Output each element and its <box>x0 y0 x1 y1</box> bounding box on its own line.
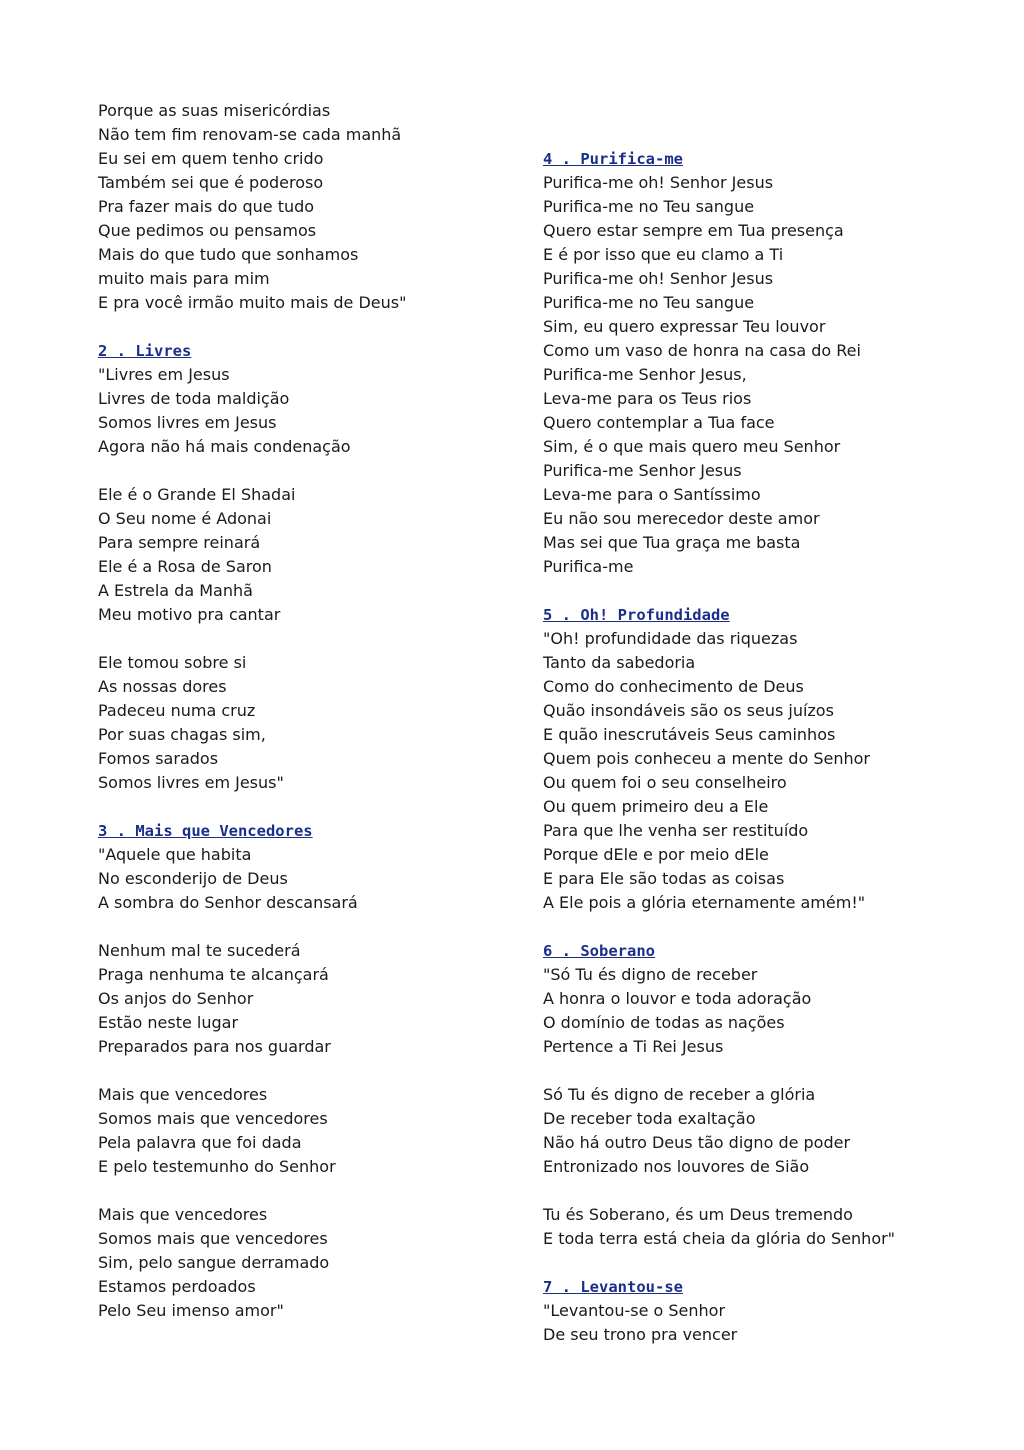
lyric-line: E é por isso que eu clamo a Ti <box>543 245 784 264</box>
lyric-line: Entronizado nos louvores de Sião <box>543 1157 810 1176</box>
lyric-line: A sombra do Senhor descansará <box>98 893 358 912</box>
lyric-line: Ou quem foi o seu conselheiro <box>543 773 787 792</box>
lyric-line: De seu trono pra vencer <box>543 1325 738 1344</box>
lyric-line: Também sei que é poderoso <box>98 173 324 192</box>
lyric-line: Mais que vencedores <box>98 1085 268 1104</box>
blank-line <box>543 123 983 147</box>
lyric-line: O domínio de todas as nações <box>543 1013 785 1032</box>
lyric-line: Quem pois conheceu a mente do Senhor <box>543 749 870 768</box>
lyric-line: Para que lhe venha ser restituído <box>543 821 809 840</box>
lyric-line: Quero contemplar a Tua face <box>543 413 775 432</box>
lyric-line: Pra fazer mais do que tudo <box>98 197 315 216</box>
lyric-line: Meu motivo pra cantar <box>98 605 281 624</box>
lyric-line: Pelo Seu imenso amor" <box>98 1301 284 1320</box>
lyric-line: Somos mais que vencedores <box>98 1109 328 1128</box>
lyric-line: Estamos perdoados <box>98 1277 256 1296</box>
lyric-line: Eu sei em quem tenho crido <box>98 149 324 168</box>
blank-line <box>543 99 983 123</box>
song-title-7-levantou-se[interactable]: 7 . Levantou-se <box>543 1278 683 1296</box>
lyric-line: Ele é o Grande El Shadai <box>98 485 296 504</box>
lyric-line: Somos mais que vencedores <box>98 1229 328 1248</box>
right-column <box>543 99 983 1347</box>
lyric-line: Livres de toda maldição <box>98 389 290 408</box>
lyric-line: Nenhum mal te sucederá <box>98 941 301 960</box>
document-page <box>0 99 1024 1399</box>
lyric-line: Somos livres em Jesus" <box>98 773 284 792</box>
lyric-line: Eu não sou merecedor deste amor <box>543 509 820 528</box>
lyric-line: E pelo testemunho do Senhor <box>98 1157 336 1176</box>
lyric-line: "Só Tu és digno de receber <box>543 965 758 984</box>
blank-line <box>98 1179 518 1203</box>
lyric-line: Como do conhecimento de Deus <box>543 677 804 696</box>
lyric-line: Por suas chagas sim, <box>98 725 266 744</box>
song-title-4-purifica-me[interactable]: 4 . Purifica-me <box>543 150 683 168</box>
lyric-line: Mais que vencedores <box>98 1205 268 1224</box>
left-column <box>98 99 518 1323</box>
song-title-6-soberano[interactable]: 6 . Soberano <box>543 942 655 960</box>
lyric-line: Que pedimos ou pensamos <box>98 221 317 240</box>
lyric-line: Tu és Soberano, és um Deus tremendo <box>543 1205 853 1224</box>
lyric-line: Fomos sarados <box>98 749 219 768</box>
lyric-line: Só Tu és digno de receber a glória <box>543 1085 816 1104</box>
lyric-line: Tanto da sabedoria <box>543 653 696 672</box>
lyric-line: Não tem fim renovam-se cada manhã <box>98 125 402 144</box>
lyric-line: Ele é a Rosa de Saron <box>98 557 272 576</box>
lyric-line: Purifica-me no Teu sangue <box>543 197 755 216</box>
blank-line <box>543 1251 983 1275</box>
lyric-line: A Estrela da Manhã <box>98 581 253 600</box>
lyric-line: Os anjos do Senhor <box>98 989 254 1008</box>
blank-line <box>98 459 518 483</box>
blank-line <box>98 1059 518 1083</box>
lyric-line: Praga nenhuma te alcançará <box>98 965 329 984</box>
lyric-line: "Oh! profundidade das riquezas <box>543 629 798 648</box>
lyric-line: muito mais para mim <box>98 269 270 288</box>
lyric-line: Purifica-me oh! Senhor Jesus <box>543 173 774 192</box>
lyric-line: Sim, pelo sangue derramado <box>98 1253 330 1272</box>
lyric-line: Ou quem primeiro deu a Ele <box>543 797 769 816</box>
lyric-line: "Levantou-se o Senhor <box>543 1301 726 1320</box>
lyric-line: Sim, é o que mais quero meu Senhor <box>543 437 841 456</box>
lyric-line: Porque dEle e por meio dEle <box>543 845 769 864</box>
lyric-line: Mas sei que Tua graça me basta <box>543 533 801 552</box>
blank-line <box>543 579 983 603</box>
lyric-line: E toda terra está cheia da glória do Senhor" <box>543 1229 896 1248</box>
lyric-line: Pertence a Ti Rei Jesus <box>543 1037 724 1056</box>
blank-line <box>98 627 518 651</box>
lyric-line: Purifica-me oh! Senhor Jesus <box>543 269 774 288</box>
lyric-line: A honra o louvor e toda adoração <box>543 989 812 1008</box>
lyric-line: Purifica-me no Teu sangue <box>543 293 755 312</box>
lyric-line: Pela palavra que foi dada <box>98 1133 302 1152</box>
blank-line <box>543 1179 983 1203</box>
blank-line <box>98 795 518 819</box>
lyric-line: Purifica-me Senhor Jesus, <box>543 365 747 384</box>
lyric-line: Mais do que tudo que sonhamos <box>98 245 359 264</box>
song-title-2-livres[interactable]: 2 . Livres <box>98 342 192 360</box>
lyric-line: E quão inescrutáveis Seus caminhos <box>543 725 836 744</box>
blank-line <box>543 1059 983 1083</box>
lyric-line: Porque as suas misericórdias <box>98 101 331 120</box>
lyric-line: A Ele pois a glória eternamente amém!" <box>543 893 866 912</box>
lyric-line: Somos livres em Jesus <box>98 413 277 432</box>
lyric-line: Leva-me para os Teus rios <box>543 389 752 408</box>
lyric-line: "Aquele que habita <box>98 845 252 864</box>
song-title-3-mais-que-vencedores[interactable]: 3 . Mais que Vencedores <box>98 822 313 840</box>
lyric-line: E pra você irmão muito mais de Deus" <box>98 293 407 312</box>
lyric-line: Purifica-me <box>543 557 634 576</box>
lyric-line: Quão insondáveis são os seus juízos <box>543 701 834 720</box>
lyric-line: No esconderijo de Deus <box>98 869 288 888</box>
blank-line <box>98 315 518 339</box>
lyric-line: Ele tomou sobre si <box>98 653 247 672</box>
lyric-line: O Seu nome é Adonai <box>98 509 272 528</box>
lyric-line: "Livres em Jesus <box>98 365 230 384</box>
lyric-line: Para sempre reinará <box>98 533 261 552</box>
song-title-5-oh-profundidade[interactable]: 5 . Oh! Profundidade <box>543 606 730 624</box>
lyric-line: As nossas dores <box>98 677 227 696</box>
lyric-line: E para Ele são todas as coisas <box>543 869 785 888</box>
blank-line <box>543 915 983 939</box>
blank-line <box>98 915 518 939</box>
lyric-line: Quero estar sempre em Tua presença <box>543 221 844 240</box>
lyric-line: Não há outro Deus tão digno de poder <box>543 1133 851 1152</box>
lyric-line: De receber toda exaltação <box>543 1109 756 1128</box>
lyric-line: Preparados para nos guardar <box>98 1037 331 1056</box>
lyric-line: Sim, eu quero expressar Teu louvor <box>543 317 826 336</box>
lyric-line: Agora não há mais condenação <box>98 437 351 456</box>
lyric-line: Leva-me para o Santíssimo <box>543 485 761 504</box>
lyric-line: Purifica-me Senhor Jesus <box>543 461 742 480</box>
lyric-line: Como um vaso de honra na casa do Rei <box>543 341 861 360</box>
lyric-line: Padeceu numa cruz <box>98 701 256 720</box>
lyric-line: Estão neste lugar <box>98 1013 239 1032</box>
